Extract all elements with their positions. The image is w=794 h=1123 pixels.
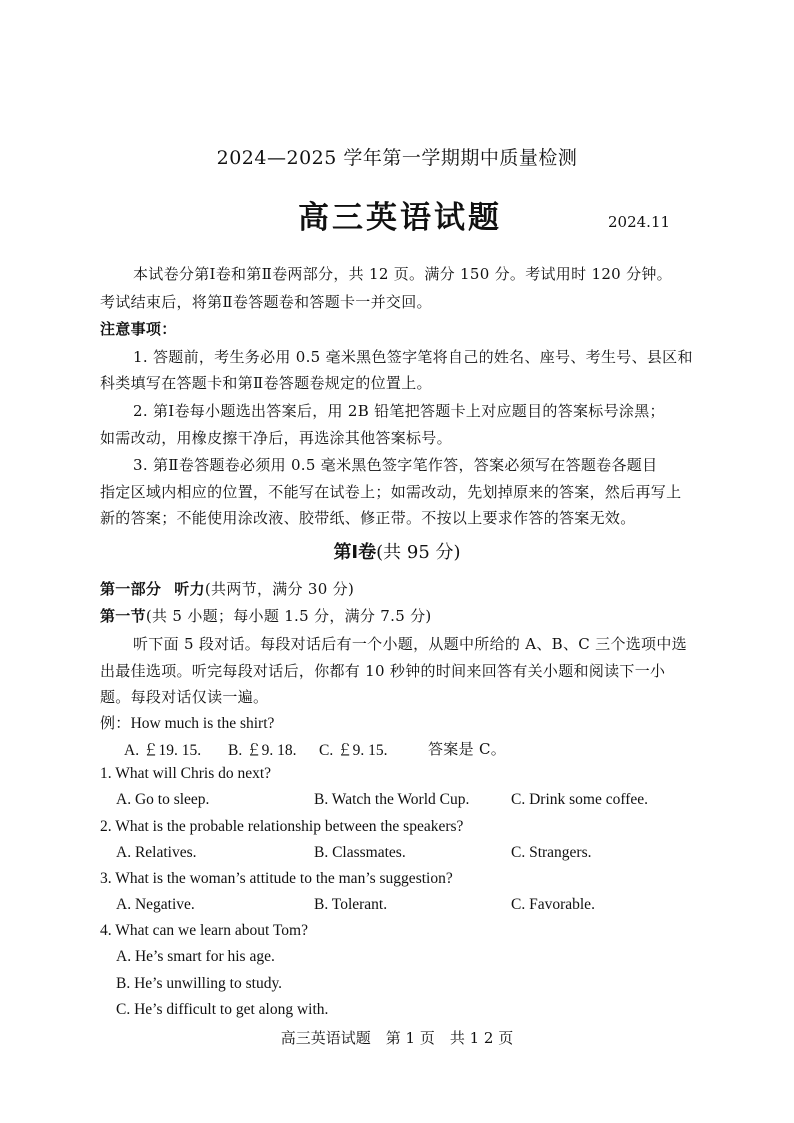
example-stem: How much is the shirt? [130, 715, 275, 732]
question-1-stem: 1. What will Chris do next? [100, 765, 272, 782]
question-1-option-b: B. Watch the World Cup. [314, 791, 470, 808]
section-1-heading [100, 605, 432, 626]
question-4-option-a: A. He’s smart for his age. [116, 948, 275, 965]
question-3-option-a: A. Negative. [116, 896, 195, 913]
intro-line-1: 本试卷分第Ⅰ卷和第Ⅱ卷两部分，共 12 页。满分 150 分。考试用时 120 分钟。 [133, 265, 672, 283]
note-3-line-1: 3. 第Ⅱ卷答题卷必须用 0.5 毫米黑色签字笔作答，答案必须写在答题卷各题目 [133, 456, 658, 474]
exam-title: 高三英语试题 [298, 200, 502, 236]
section-1-detail: (共 5 小题；每小题 1.5 分，满分 7.5 分) [145, 607, 432, 625]
part-1-detail: (共两节，满分 30 分) [204, 580, 355, 598]
example-option-c: C. ￡9. 15. [319, 742, 388, 759]
question-2-option-b: B. Classmates. [314, 844, 406, 861]
volume-1-label: 第Ⅰ卷 [333, 542, 377, 563]
volume-1-score: (共 95 分) [376, 542, 461, 563]
instructions-line-1: 听下面 5 段对话。每段对话后有一个小题，从题中所给的 A、B、C 三个选项中选 [133, 635, 687, 653]
section-1-label: 第一节 [100, 607, 146, 625]
notes-heading: 注意事项： [100, 320, 177, 338]
note-1-line-1: 1. 答题前，考生务必用 0.5 毫米黑色签字笔将自己的姓名、座号、考生号、县区和 [133, 348, 693, 366]
question-2-option-a: A. Relatives. [116, 844, 197, 861]
question-4-stem: 4. What can we learn about Tom? [100, 922, 308, 939]
question-2-stem: 2. What is the probable relationship between the speakers? [100, 818, 464, 835]
question-4-option-c: C. He’s difficult to get along with. [116, 1001, 329, 1018]
volume-1-heading [0, 538, 794, 564]
question-4-option-b: B. He’s unwilling to study. [116, 975, 283, 992]
part-1-name: 听力 [174, 580, 205, 598]
term-title: 2024—2025 学年第一学期期中质量检测 [216, 147, 578, 169]
question-2-option-c: C. Strangers. [511, 844, 592, 861]
instructions-line-2: 出最佳选项。听完每段对话后，你都有 10 秒钟的时间来回答有关小题和阅读下一小 [100, 662, 666, 680]
note-3-line-2: 指定区域内相应的位置，不能写在试卷上；如需改动，先划掉原来的答案，然后再写上 [100, 483, 682, 501]
example-answer: 答案是 C。 [428, 740, 507, 758]
question-3-option-c: C. Favorable. [511, 896, 595, 913]
instructions-line-3: 题。每段对话仅读一遍。 [100, 688, 269, 706]
example-question [100, 712, 274, 733]
note-3-line-3: 新的答案；不能使用涂改液、胶带纸、修正带。不按以上要求作答的答案无效。 [100, 509, 636, 527]
part-1-label: 第一部分 [100, 580, 162, 598]
question-3-stem: 3. What is the woman’s attitude to the man’s suggestion? [100, 870, 453, 887]
intro-line-2: 考试结束后，将第Ⅱ卷答题卷和答题卡一并交回。 [100, 293, 432, 311]
note-1-line-2: 科类填写在答题卡和第Ⅱ卷答题卷规定的位置上。 [100, 374, 432, 392]
exam-date: 2024.11 [608, 213, 671, 231]
question-3-option-b: B. Tolerant. [314, 896, 388, 913]
note-2-line-1: 2. 第Ⅰ卷每小题选出答案后，用 2B 铅笔把答题卡上对应题目的答案标号涂黑； [133, 402, 665, 420]
question-1-option-a: A. Go to sleep. [116, 791, 210, 808]
example-prefix: 例： [100, 714, 131, 732]
example-option-a: A. ￡19. 15. [124, 742, 202, 759]
page-footer: 高三英语试题 第 1 页 共 1 2 页 [280, 1029, 514, 1047]
question-1-option-c: C. Drink some coffee. [511, 791, 649, 808]
part-1-heading [100, 578, 354, 599]
example-option-b: B. ￡9. 18. [228, 742, 297, 759]
note-2-line-2: 如需改动，用橡皮擦干净后，再选涂其他答案标号。 [100, 429, 452, 447]
